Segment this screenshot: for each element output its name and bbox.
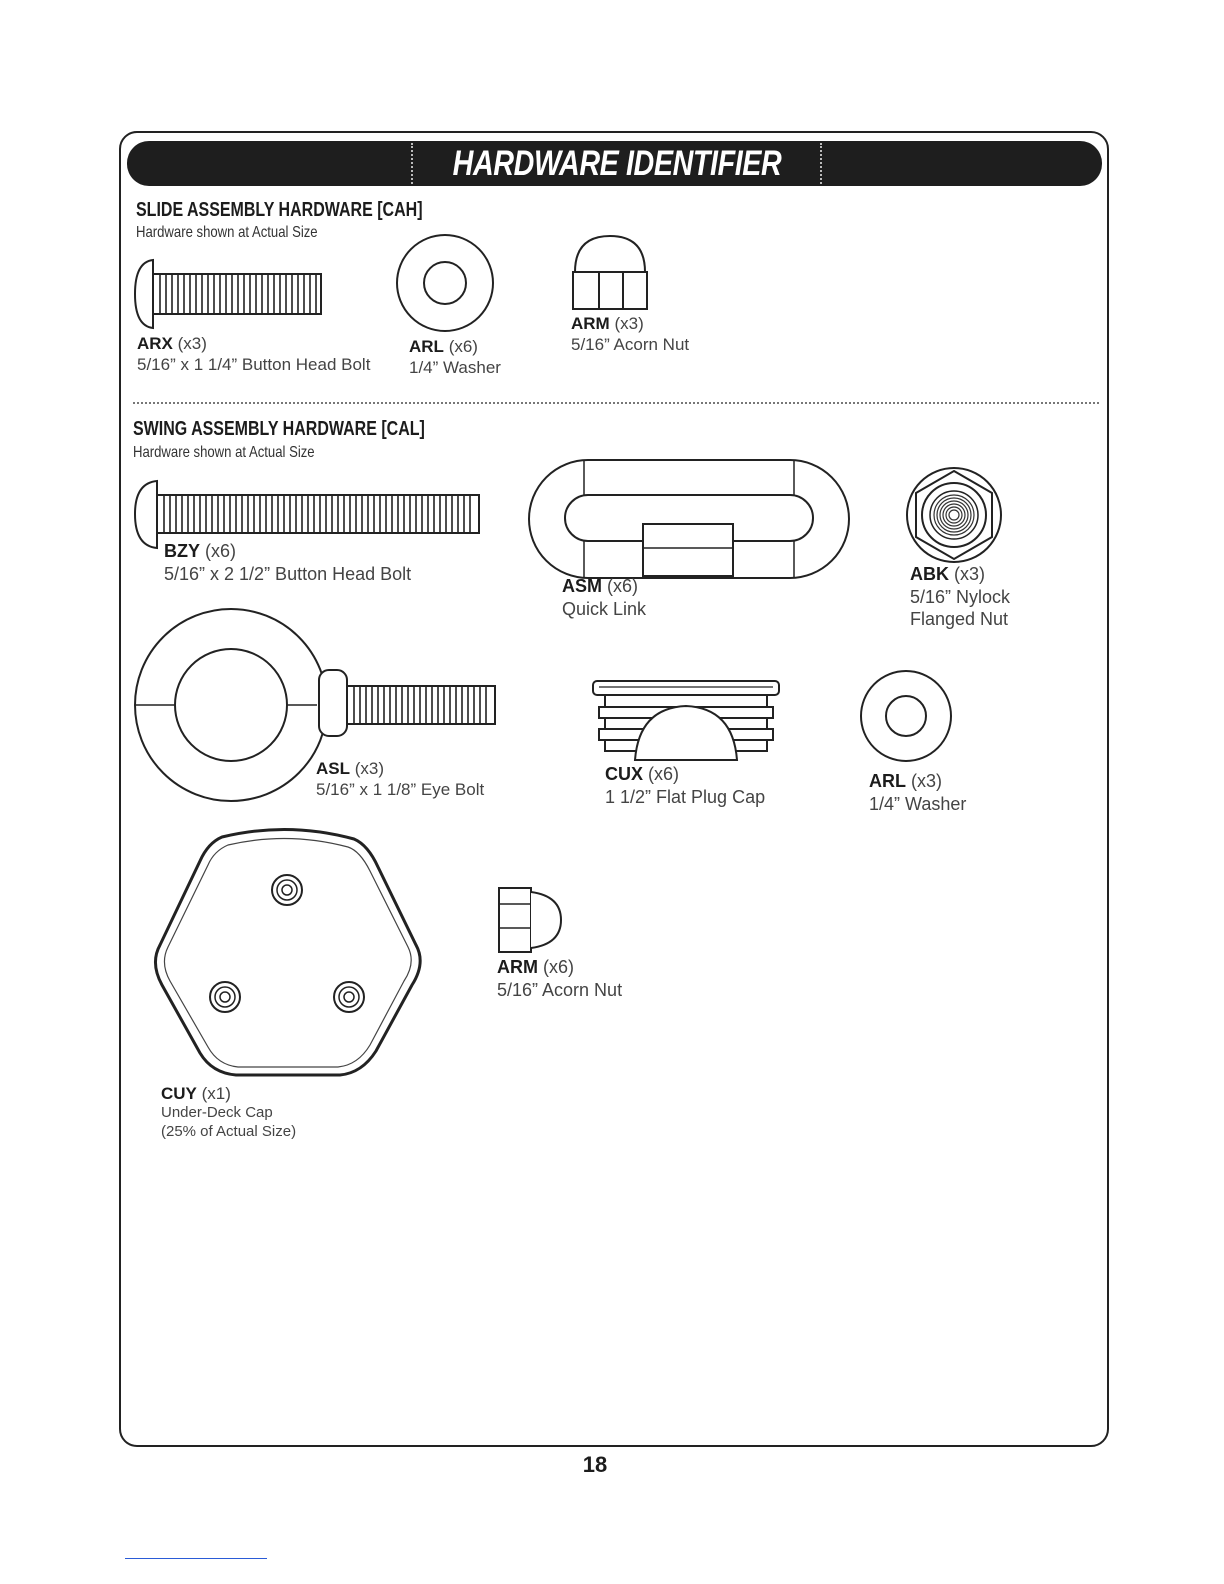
acorn-nut-icon (497, 886, 563, 954)
page-number: 18 (582, 1452, 608, 1477)
swing-section-subtitle: Hardware shown at Actual Size (133, 444, 315, 461)
swing-section-title: SWING ASSEMBLY HARDWARE [CAL] (133, 418, 425, 440)
washer-icon (859, 669, 953, 763)
item-label-arl-slide: ARL (x6) 1/4” Washer (409, 337, 501, 378)
section-divider (133, 402, 1099, 404)
item-label-asl: ASL (x3) 5/16” x 1 1/8” Eye Bolt (316, 759, 485, 800)
item-label-abk: ABK (x3) 5/16” Nylock Flanged Nut (910, 564, 1011, 629)
plug-cap-icon (591, 678, 781, 760)
nylock-nut-icon (901, 465, 1007, 565)
item-label-arm-slide: ARM (x3) 5/16” Acorn Nut (571, 314, 690, 355)
item-label-asm: ASM (x6) Quick Link (562, 576, 647, 619)
quick-link-icon (527, 457, 852, 582)
header-divider-left (411, 143, 413, 184)
washer-icon (395, 233, 495, 333)
item-label-arm-swing: ARM (x6) 5/16” Acorn Nut (497, 957, 623, 1000)
slide-section-subtitle: Hardware shown at Actual Size (136, 224, 318, 241)
item-label-cux: CUX (x6) 1 1/2” Flat Plug Cap (605, 764, 766, 807)
acorn-nut-icon (571, 234, 649, 312)
page-title: HARDWARE IDENTIFIER (452, 144, 782, 183)
item-label-cuy: CUY (x1) Under-Deck Cap (25% of Actual Size) (161, 1084, 297, 1140)
item-label-bzy: BZY (x6) 5/16” x 2 1/2” Button Head Bolt (164, 541, 412, 584)
button-head-bolt-icon (133, 257, 333, 332)
item-label-arl-swing: ARL (x3) 1/4” Washer (869, 771, 967, 814)
under-deck-cap-icon (150, 827, 426, 1081)
item-label-arx: ARX (x3) 5/16” x 1 1/4” Button Head Bolt (137, 334, 371, 375)
header-divider-right (820, 143, 822, 184)
footer-underline (125, 1558, 267, 1559)
slide-section-title: SLIDE ASSEMBLY HARDWARE [CAH] (136, 199, 423, 221)
